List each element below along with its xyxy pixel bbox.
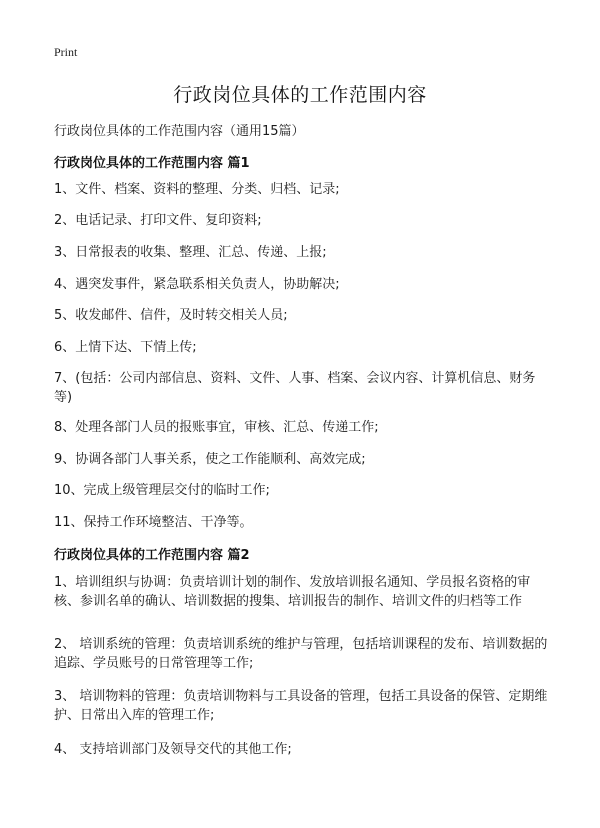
section-heading-2: 行政岗位具体的工作范围内容 篇2: [54, 548, 250, 563]
document-subtitle: 行政岗位具体的工作范围内容（通用15篇）: [54, 124, 305, 139]
list-item: 1、文件、档案、资料的整理、分类、归档、记录;: [54, 182, 340, 197]
list-item: 6、上情下达、下情上传;: [54, 340, 197, 355]
list-item: 10、完成上级管理层交付的临时工作;: [54, 483, 270, 498]
list-item: 1、培训组织与协调：负责培训计划的制作、发放培训报名通知、学员报名资格的审核、参训名单的确认、培训数据的搜集、培训报告的制作、培训文件的归档等工作: [54, 575, 531, 609]
section-heading-1: 行政岗位具体的工作范围内容 篇1: [54, 156, 250, 171]
list-item: 2、 培训系统的管理：负责培训系统的维护与管理，包括培训课程的发布、培训数据的追踪、学员账号的日常管理等工作;: [54, 637, 548, 671]
list-item: 5、收发邮件、信件，及时转交相关人员;: [54, 308, 288, 323]
list-item: 11、保持工作环境整洁、干净等。: [54, 515, 253, 530]
list-item: 3、 培训物料的管理：负责培训物料与工具设备的管理，包括工具设备的保管、定期维护、日常出入库的管理工作;: [54, 689, 548, 723]
list-item: 4、遇突发事件，紧急联系相关负责人，协助解决;: [54, 277, 340, 292]
list-item: 9、协调各部门人事关系，使之工作能顺利、高效完成;: [54, 452, 366, 467]
print-label[interactable]: Print: [54, 45, 78, 59]
list-item: 4、 支持培训部门及领导交代的其他工作;: [54, 742, 292, 757]
list-item: 3、日常报表的收集、整理、汇总、传递、上报;: [54, 245, 327, 260]
list-item: 7、(包括：公司内部信息、资料、文件、人事、档案、会议内容、计算机信息、财务等): [54, 371, 536, 405]
list-item: 8、处理各部门人员的报账事宜，审核、汇总、传递工作;: [54, 420, 379, 435]
list-item: 2、电话记录、打印文件、复印资料;: [54, 213, 262, 228]
page-title: 行政岗位具体的工作范围内容: [173, 84, 427, 106]
